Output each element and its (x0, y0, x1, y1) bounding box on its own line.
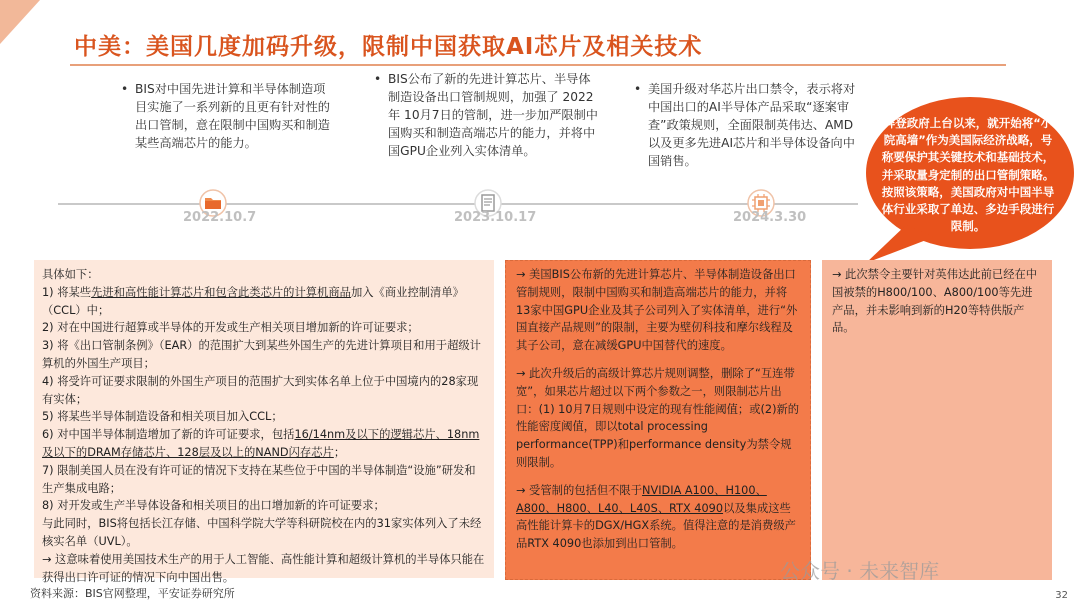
list-item: 4) 将受许可证要求限制的外国生产项目的范围扩大到实体名单上位于中国境内的28家现有实体； (42, 374, 479, 406)
event-date-2024: 2024.3.30 (733, 210, 807, 225)
details-list (42, 284, 486, 515)
callout-text: 拜登政府上台以来，就开始将“小院高墙”作为美国际经济战略，号称要保护其关键技术和基础技术，并采取量身定制的出口管制策略。按照该策略，美国政府对中国半导体行业采取了单边、多边手段进行限制。 (881, 116, 1055, 234)
list-item: 1) 将某些先进和高性能计算芯片和包含此类芯片的计算机商品加入《商业控制清单》（CCL）中； (42, 285, 464, 317)
list-item: 7) 限制美国人员在没有许可证的情况下支持在某些位于中国的半导体制造“设施”研发和生产集成电路； (42, 463, 476, 495)
source-note: 资料来源：BIS官网整理，平安证券研究所 (30, 587, 235, 600)
watermark: 公众号 · 未来智库 (780, 559, 940, 583)
event-text-2023: • BIS公布了新的先进计算芯片、半导体制造设备出口管制规则，加强了 2022 年 10月7日的管制，进一步加严限制中国购买和制造高端芯片的能力，并将中国GPU企业列入实体清单。 (374, 72, 598, 158)
list-item: 3) 将《出口管制条例》（EAR）的范围扩大到某些外国生产的先进计算项目和用于超级计算机的外国生产项目； (42, 339, 481, 370)
corner-decoration (0, 0, 42, 46)
rule-update-box (505, 260, 811, 580)
details-conclusion: → 这意味着使用美国技术生产的用于人工智能、高性能计算和超级计算机的半导体只能在获得出口许可证的情况下向中国出售。 (42, 552, 485, 584)
list-item: 8) 对开发或生产半导体设备和相关项目的出口增加新的许可证要求； (42, 499, 385, 513)
page-number: 32 (1055, 590, 1068, 601)
list-item: 2) 对在中国进行超算或半导体的开发或生产相关项目增加新的许可证要求； (42, 321, 419, 335)
event-text-2024: • 美国升级对华芯片出口禁令，表示将对中国出口的AI半导体产品采取“逐案审查”政策规则，全面限制英伟达、AMD以及更多先进AI芯片和半导体设备向中国销售。 (634, 82, 856, 168)
details-box (34, 260, 494, 584)
event-date-2023: 2023.10.17 (454, 210, 537, 225)
event-text-2022: • BIS对中国先进计算和半导体制造项目实施了一系列新的且更有针对性的出口管制，意在限制中国购买和制造某些高端芯片的能力。 (121, 82, 330, 150)
timeline-axis (58, 203, 858, 205)
impact-box (822, 260, 1052, 580)
details-intro: 具体如下： (42, 268, 99, 281)
details-extra: 与此同时，BIS将包括长江存储、中国科学院大学等科研院校在内的31家实体列入了未经核实名单（UVL）。 (42, 517, 482, 548)
event-date-2022: 2022.10.7 (183, 210, 257, 225)
list-item: 6) 对中国半导体制造增加了新的许可证要求，包括16/14nm及以下的逻辑芯片、18nm及以下的DRAM存储芯片、128层及以上的NAND闪存芯片； (42, 428, 480, 459)
rule-para-1: → 美国BIS公布新的先进计算芯片、半导体制造设备出口管制规则，限制中国购买和制造高端芯片的能力，并将13家中国GPU企业及其子公司列入了实体清单，进行“外国直接产品规则”的限制，主要为壁仞科技和摩尔线程及其子公司，意在减缓GPU中国替代的速度。 (516, 268, 798, 353)
rule-para-2: → 此次升级后的高级计算芯片规则调整，删除了“互连带宽”，如果芯片超过以下两个参数之一，则限制芯片出口：(1) 10月7日规则中设定的现有性能阈值；或(2)新的性能密度阈值，即以total processing performance(TPP)和performance density为禁令规则限制。 (516, 366, 800, 469)
page-title: 中美：美国几度加码升级，限制中国获取AI芯片及相关技术 (74, 34, 703, 60)
title-underline (70, 64, 1006, 66)
list-item: 5) 将某些半导体制造设备和相关项目加入CCL； (42, 410, 283, 424)
impact-text: → 此次禁令主要针对英伟达此前已经在中国被禁的H800/100、A800/100等先进产品，并未影响到新的H20等特供版产品。 (832, 268, 1038, 335)
rule-para-3: → 受管制的包括但不限于NVIDIA A100、H100、A800、H800、L40、L40S、RTX 4090以及集成这些高性能计算卡的DGX/HGX系统。值得注意的是消费级产品RTX 4090也添加到出口管制。 (516, 483, 796, 551)
